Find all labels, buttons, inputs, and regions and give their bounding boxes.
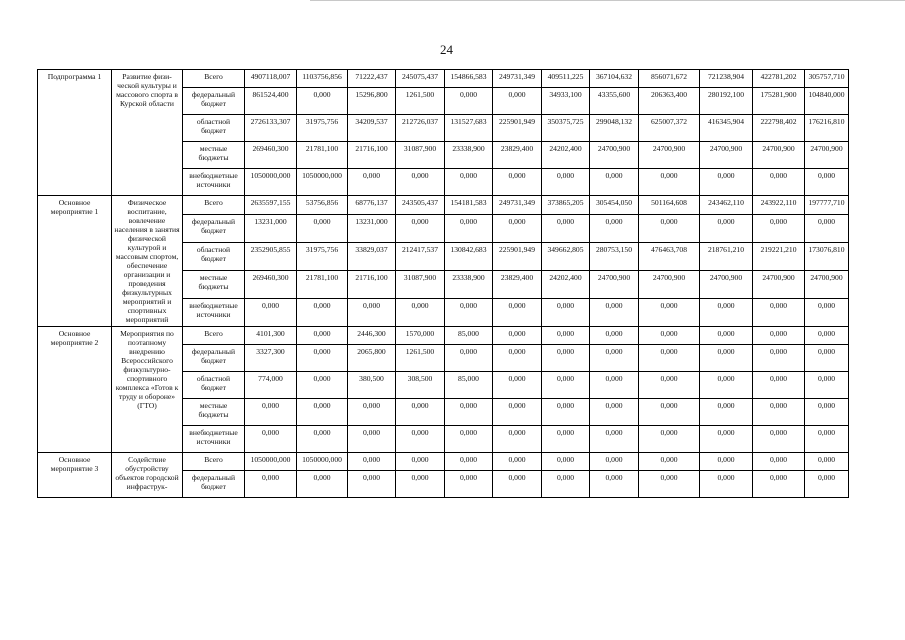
amount-cell: 1050000,000 — [297, 169, 348, 196]
amount-cell: 24700,900 — [700, 142, 753, 169]
funding-source-cell: областной бюджет — [183, 242, 245, 270]
amount-cell: 305454,050 — [590, 196, 639, 215]
amount-cell: 0,000 — [639, 214, 700, 242]
funding-source-cell: местные бюджеты — [183, 142, 245, 169]
amount-cell: 21716,100 — [348, 142, 396, 169]
amount-cell: 0,000 — [445, 453, 493, 471]
amount-cell: 0,000 — [639, 471, 700, 498]
amount-cell: 476463,708 — [639, 242, 700, 270]
amount-cell: 721238,904 — [700, 70, 753, 88]
amount-cell: 85,000 — [445, 372, 493, 399]
amount-cell: 0,000 — [639, 345, 700, 372]
amount-cell: 0,000 — [396, 453, 445, 471]
amount-cell: 0,000 — [493, 426, 542, 453]
amount-cell: 245075,437 — [396, 70, 445, 88]
amount-cell: 23829,400 — [493, 270, 542, 298]
amount-cell: 131527,683 — [445, 115, 493, 142]
program-name-cell: Подпрограмма 1 — [38, 70, 112, 196]
amount-cell: 2635597,155 — [245, 196, 297, 215]
funding-source-cell: федеральный бюджет — [183, 345, 245, 372]
amount-cell: 367104,632 — [590, 70, 639, 88]
amount-cell: 43355,600 — [590, 88, 639, 115]
amount-cell: 130842,683 — [445, 242, 493, 270]
amount-cell: 0,000 — [348, 399, 396, 426]
amount-cell: 0,000 — [297, 298, 348, 326]
amount-cell: 154181,583 — [445, 196, 493, 215]
amount-cell: 31087,900 — [396, 142, 445, 169]
amount-cell: 212417,537 — [396, 242, 445, 270]
amount-cell: 31975,756 — [297, 242, 348, 270]
amount-cell: 416345,904 — [700, 115, 753, 142]
amount-cell: 1050000,000 — [245, 169, 297, 196]
amount-cell: 243505,437 — [396, 196, 445, 215]
amount-cell: 23829,400 — [493, 142, 542, 169]
amount-cell: 206363,400 — [639, 88, 700, 115]
amount-cell: 0,000 — [639, 372, 700, 399]
amount-cell: 625007,372 — [639, 115, 700, 142]
amount-cell: 175281,900 — [753, 88, 805, 115]
amount-cell: 0,000 — [639, 298, 700, 326]
amount-cell: 24700,900 — [639, 142, 700, 169]
amount-cell: 0,000 — [700, 453, 753, 471]
amount-cell: 0,000 — [396, 214, 445, 242]
amount-cell: 24700,900 — [753, 270, 805, 298]
amount-cell: 31975,756 — [297, 115, 348, 142]
amount-cell: 68776,137 — [348, 196, 396, 215]
amount-cell: 0,000 — [753, 453, 805, 471]
amount-cell: 225901,949 — [493, 115, 542, 142]
amount-cell: 0,000 — [639, 169, 700, 196]
amount-cell: 225901,949 — [493, 242, 542, 270]
amount-cell: 0,000 — [297, 426, 348, 453]
amount-cell: 24700,900 — [805, 270, 849, 298]
amount-cell: 856071,672 — [639, 70, 700, 88]
amount-cell: 0,000 — [639, 399, 700, 426]
amount-cell: 0,000 — [493, 298, 542, 326]
funding-source-cell: федеральный бюджет — [183, 214, 245, 242]
amount-cell: 0,000 — [590, 214, 639, 242]
funding-source-cell: местные бюджеты — [183, 399, 245, 426]
amount-cell: 4101,300 — [245, 327, 297, 345]
amount-cell: 0,000 — [639, 327, 700, 345]
amount-cell: 0,000 — [805, 372, 849, 399]
amount-cell: 218761,210 — [700, 242, 753, 270]
amount-cell: 71222,437 — [348, 70, 396, 88]
amount-cell: 0,000 — [700, 298, 753, 326]
amount-cell: 4907118,007 — [245, 70, 297, 88]
program-description-cell: Мероприятия по поэтапному внедрению Всероссийского физкультурно- спортивного комплекса «Готов к труду и обороне» (ГТО) — [112, 327, 183, 453]
amount-cell: 249731,349 — [493, 196, 542, 215]
amount-cell: 0,000 — [396, 426, 445, 453]
amount-cell: 0,000 — [753, 327, 805, 345]
amount-cell: 1570,000 — [396, 327, 445, 345]
amount-cell: 0,000 — [590, 399, 639, 426]
amount-cell: 0,000 — [396, 399, 445, 426]
amount-cell: 0,000 — [805, 298, 849, 326]
amount-cell: 269460,300 — [245, 142, 297, 169]
amount-cell: 0,000 — [590, 327, 639, 345]
amount-cell: 0,000 — [348, 298, 396, 326]
amount-cell: 176216,810 — [805, 115, 849, 142]
amount-cell: 21781,100 — [297, 142, 348, 169]
amount-cell: 197777,710 — [805, 196, 849, 215]
amount-cell: 2726133,307 — [245, 115, 297, 142]
amount-cell: 0,000 — [805, 214, 849, 242]
amount-cell: 33829,037 — [348, 242, 396, 270]
amount-cell: 24202,400 — [542, 142, 590, 169]
amount-cell: 0,000 — [542, 298, 590, 326]
amount-cell: 34933,100 — [542, 88, 590, 115]
amount-cell: 409511,225 — [542, 70, 590, 88]
amount-cell: 0,000 — [245, 298, 297, 326]
amount-cell: 0,000 — [297, 88, 348, 115]
amount-cell: 2352905,855 — [245, 242, 297, 270]
amount-cell: 24700,900 — [639, 270, 700, 298]
amount-cell: 0,000 — [590, 426, 639, 453]
amount-cell: 0,000 — [297, 345, 348, 372]
amount-cell: 0,000 — [348, 471, 396, 498]
amount-cell: 0,000 — [542, 214, 590, 242]
amount-cell: 0,000 — [805, 399, 849, 426]
funding-source-cell: областной бюджет — [183, 372, 245, 399]
funding-source-cell: Всего — [183, 196, 245, 215]
amount-cell: 154866,583 — [445, 70, 493, 88]
amount-cell: 0,000 — [245, 399, 297, 426]
amount-cell: 0,000 — [700, 399, 753, 426]
funding-source-cell: Всего — [183, 327, 245, 345]
amount-cell: 422781,202 — [753, 70, 805, 88]
amount-cell: 350375,725 — [542, 115, 590, 142]
amount-cell: 0,000 — [753, 214, 805, 242]
amount-cell: 501164,608 — [639, 196, 700, 215]
amount-cell: 0,000 — [445, 214, 493, 242]
top-rule — [310, 0, 905, 1]
amount-cell: 373865,205 — [542, 196, 590, 215]
amount-cell: 85,000 — [445, 327, 493, 345]
amount-cell: 1050000,000 — [297, 453, 348, 471]
page-number: 24 — [440, 42, 453, 57]
amount-cell: 0,000 — [396, 169, 445, 196]
amount-cell: 0,000 — [493, 214, 542, 242]
amount-cell: 349662,805 — [542, 242, 590, 270]
table-row — [38, 70, 849, 88]
table-row — [38, 196, 849, 215]
program-name-cell: Основное мероприятие 3 — [38, 453, 112, 498]
amount-cell: 13231,000 — [348, 214, 396, 242]
amount-cell: 0,000 — [493, 345, 542, 372]
amount-cell: 269460,300 — [245, 270, 297, 298]
amount-cell: 0,000 — [753, 345, 805, 372]
amount-cell: 1103756,856 — [297, 70, 348, 88]
amount-cell: 0,000 — [700, 426, 753, 453]
amount-cell: 13231,000 — [245, 214, 297, 242]
amount-cell: 280753,150 — [590, 242, 639, 270]
amount-cell: 0,000 — [753, 426, 805, 453]
amount-cell: 0,000 — [297, 327, 348, 345]
amount-cell: 0,000 — [445, 399, 493, 426]
amount-cell: 0,000 — [445, 298, 493, 326]
amount-cell: 0,000 — [297, 372, 348, 399]
amount-cell: 0,000 — [590, 169, 639, 196]
funding-source-cell: Всего — [183, 453, 245, 471]
funding-source-cell: внебюджетные источники — [183, 426, 245, 453]
program-name-cell: Основное мероприятие 1 — [38, 196, 112, 327]
table-row — [38, 327, 849, 345]
amount-cell: 0,000 — [700, 327, 753, 345]
amount-cell: 243462,110 — [700, 196, 753, 215]
amount-cell: 104840,000 — [805, 88, 849, 115]
amount-cell: 0,000 — [639, 453, 700, 471]
amount-cell: 0,000 — [493, 169, 542, 196]
amount-cell: 222798,402 — [753, 115, 805, 142]
amount-cell: 0,000 — [805, 426, 849, 453]
amount-cell: 0,000 — [348, 169, 396, 196]
amount-cell: 774,000 — [245, 372, 297, 399]
amount-cell: 0,000 — [542, 471, 590, 498]
amount-cell: 0,000 — [590, 345, 639, 372]
amount-cell: 0,000 — [493, 372, 542, 399]
amount-cell: 280192,100 — [700, 88, 753, 115]
amount-cell: 308,500 — [396, 372, 445, 399]
amount-cell: 0,000 — [297, 399, 348, 426]
program-description-cell: Физическое воспитание, вовлечение населения в занятия физической культурой и массовым спортом, обеспечение организации и проведения физкультурных мероприятий и спортивных мероприятий — [112, 196, 183, 327]
amount-cell: 0,000 — [445, 88, 493, 115]
amount-cell: 0,000 — [348, 453, 396, 471]
amount-cell: 0,000 — [348, 426, 396, 453]
amount-cell: 0,000 — [542, 372, 590, 399]
amount-cell: 24700,900 — [805, 142, 849, 169]
amount-cell: 1261,500 — [396, 345, 445, 372]
amount-cell: 0,000 — [445, 345, 493, 372]
amount-cell: 23338,900 — [445, 142, 493, 169]
amount-cell: 21781,100 — [297, 270, 348, 298]
amount-cell: 219221,210 — [753, 242, 805, 270]
amount-cell: 0,000 — [493, 471, 542, 498]
amount-cell: 2065,800 — [348, 345, 396, 372]
funding-source-cell: внебюджетные источники — [183, 169, 245, 196]
amount-cell: 34209,537 — [348, 115, 396, 142]
amount-cell: 380,500 — [348, 372, 396, 399]
amount-cell: 0,000 — [493, 453, 542, 471]
budget-table — [37, 69, 849, 498]
funding-source-cell: федеральный бюджет — [183, 88, 245, 115]
amount-cell: 0,000 — [396, 471, 445, 498]
amount-cell: 0,000 — [493, 327, 542, 345]
amount-cell: 0,000 — [805, 169, 849, 196]
amount-cell: 0,000 — [639, 426, 700, 453]
table-row — [38, 453, 849, 471]
amount-cell: 0,000 — [753, 372, 805, 399]
amount-cell: 173076,810 — [805, 242, 849, 270]
amount-cell: 21716,100 — [348, 270, 396, 298]
amount-cell: 24700,900 — [590, 142, 639, 169]
amount-cell: 0,000 — [753, 471, 805, 498]
amount-cell: 24700,900 — [590, 270, 639, 298]
program-description-cell: Развитие физи-ческой культуры и массового спорта в Курской области — [112, 70, 183, 196]
amount-cell: 24202,400 — [542, 270, 590, 298]
amount-cell: 861524,400 — [245, 88, 297, 115]
amount-cell: 15296,800 — [348, 88, 396, 115]
program-description-cell: Содействие обустройству объектов городской инфраструк- — [112, 453, 183, 498]
funding-source-cell: областной бюджет — [183, 115, 245, 142]
amount-cell: 24700,900 — [700, 270, 753, 298]
amount-cell: 0,000 — [590, 453, 639, 471]
amount-cell: 0,000 — [297, 214, 348, 242]
amount-cell: 0,000 — [700, 345, 753, 372]
amount-cell: 0,000 — [542, 453, 590, 471]
amount-cell: 0,000 — [805, 471, 849, 498]
funding-source-cell: местные бюджеты — [183, 270, 245, 298]
amount-cell: 0,000 — [493, 88, 542, 115]
amount-cell: 53756,856 — [297, 196, 348, 215]
amount-cell: 0,000 — [542, 169, 590, 196]
amount-cell: 1261,500 — [396, 88, 445, 115]
amount-cell: 3327,300 — [245, 345, 297, 372]
amount-cell: 0,000 — [805, 327, 849, 345]
program-name-cell: Основное мероприятие 2 — [38, 327, 112, 453]
amount-cell: 0,000 — [700, 372, 753, 399]
amount-cell: 0,000 — [445, 471, 493, 498]
funding-source-cell: внебюджетные источники — [183, 298, 245, 326]
amount-cell: 0,000 — [297, 471, 348, 498]
amount-cell: 299048,132 — [590, 115, 639, 142]
amount-cell: 0,000 — [245, 471, 297, 498]
amount-cell: 0,000 — [493, 399, 542, 426]
amount-cell: 24700,900 — [753, 142, 805, 169]
amount-cell: 0,000 — [753, 169, 805, 196]
amount-cell: 0,000 — [542, 327, 590, 345]
amount-cell: 212726,037 — [396, 115, 445, 142]
amount-cell: 0,000 — [542, 399, 590, 426]
amount-cell: 0,000 — [542, 345, 590, 372]
amount-cell: 0,000 — [590, 471, 639, 498]
amount-cell: 0,000 — [700, 169, 753, 196]
amount-cell: 0,000 — [753, 298, 805, 326]
amount-cell: 0,000 — [805, 453, 849, 471]
amount-cell: 23338,900 — [445, 270, 493, 298]
amount-cell: 0,000 — [700, 214, 753, 242]
funding-source-cell: Всего — [183, 70, 245, 88]
amount-cell: 0,000 — [245, 426, 297, 453]
amount-cell: 1050000,000 — [245, 453, 297, 471]
amount-cell: 0,000 — [753, 399, 805, 426]
amount-cell: 2446,300 — [348, 327, 396, 345]
amount-cell: 0,000 — [590, 298, 639, 326]
amount-cell: 0,000 — [805, 345, 849, 372]
amount-cell: 0,000 — [700, 471, 753, 498]
amount-cell: 0,000 — [445, 169, 493, 196]
amount-cell: 249731,349 — [493, 70, 542, 88]
amount-cell: 0,000 — [445, 426, 493, 453]
amount-cell: 0,000 — [590, 372, 639, 399]
amount-cell: 0,000 — [542, 426, 590, 453]
amount-cell: 243922,110 — [753, 196, 805, 215]
amount-cell: 31087,900 — [396, 270, 445, 298]
amount-cell: 305757,710 — [805, 70, 849, 88]
funding-source-cell: федеральный бюджет — [183, 471, 245, 498]
amount-cell: 0,000 — [396, 298, 445, 326]
